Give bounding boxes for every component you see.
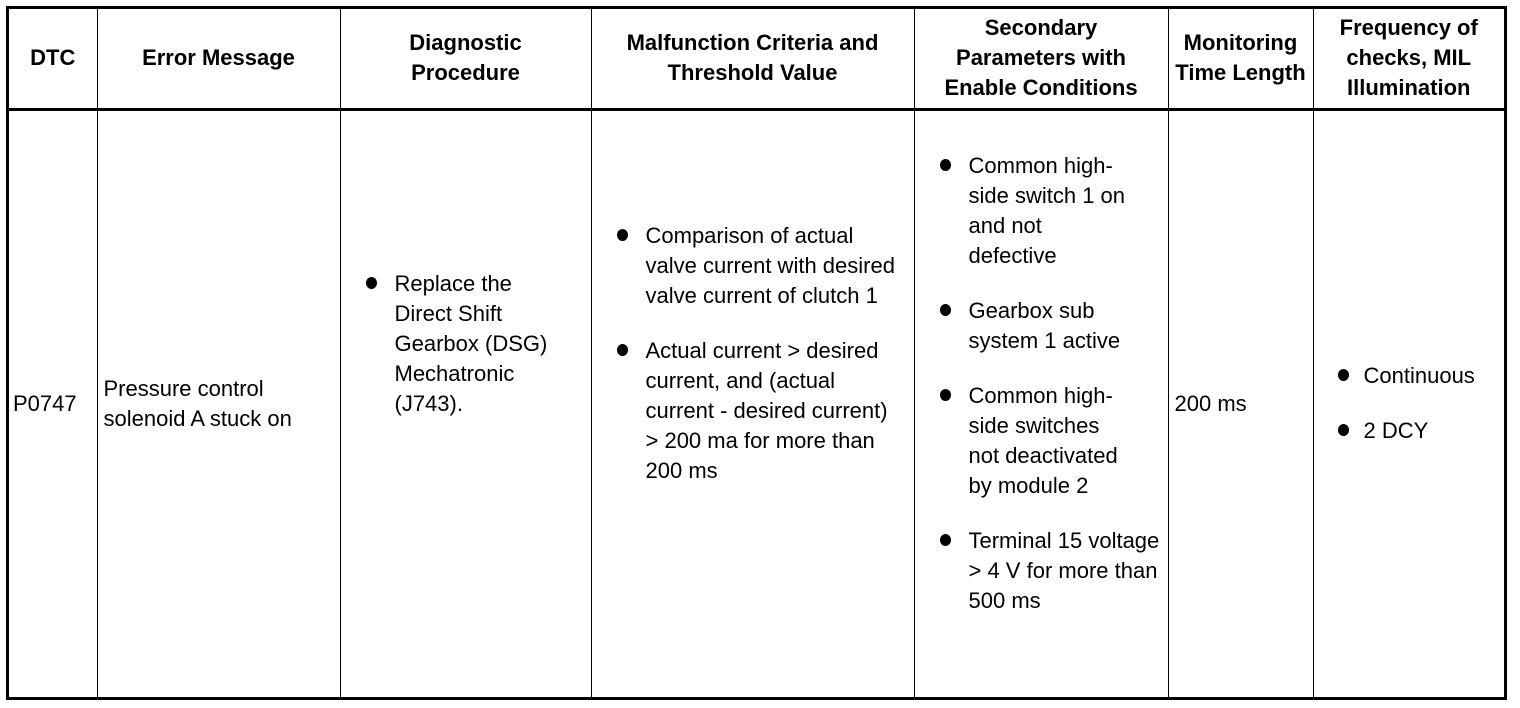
secondary-parameters-list bbox=[921, 151, 1162, 616]
diagnostic-procedure-list bbox=[347, 269, 585, 419]
cell-secondary-parameters bbox=[914, 109, 1168, 697]
header-error-message: Error Message bbox=[97, 9, 340, 109]
list-item: Common high-side switches not deactivated by module 2 bbox=[921, 381, 1162, 501]
dtc-table bbox=[9, 9, 1504, 697]
list-item: Gearbox sub system 1 active bbox=[921, 296, 1162, 356]
header-row bbox=[9, 9, 1504, 109]
malfunction-criteria-list bbox=[598, 221, 908, 486]
header-secondary-parameters: Secondary Parameters with Enable Conditions bbox=[914, 9, 1168, 109]
table-row bbox=[9, 109, 1504, 697]
header-diagnostic-procedure: Diagnostic Procedure bbox=[340, 9, 591, 109]
header-monitoring-time: Monitoring Time Length bbox=[1168, 9, 1313, 109]
header-frequency: Frequency of checks, MIL Illumination bbox=[1313, 9, 1504, 109]
list-item: Replace the Direct Shift Gearbox (DSG) Mechatronic (J743). bbox=[347, 269, 585, 419]
cell-error-message: Pressure control solenoid A stuck on bbox=[97, 109, 340, 697]
list-item: 2 DCY bbox=[1320, 416, 1499, 446]
cell-frequency bbox=[1313, 109, 1504, 697]
list-item: Terminal 15 voltage > 4 V for more than 500 ms bbox=[921, 526, 1162, 616]
header-dtc: DTC bbox=[9, 9, 97, 109]
frequency-list bbox=[1320, 361, 1499, 446]
cell-malfunction-criteria bbox=[591, 109, 914, 697]
dtc-table-container bbox=[6, 6, 1507, 700]
cell-monitoring-time: 200 ms bbox=[1168, 109, 1313, 697]
cell-dtc: P0747 bbox=[9, 109, 97, 697]
list-item: Continuous bbox=[1320, 361, 1499, 391]
cell-diagnostic-procedure bbox=[340, 109, 591, 697]
list-item: Common high-side switch 1 on and not defective bbox=[921, 151, 1162, 271]
header-malfunction-criteria: Malfunction Criteria and Threshold Value bbox=[591, 9, 914, 109]
list-item: Actual current > desired current, and (actual current - desired current) > 200 ma for more than 200 ms bbox=[598, 336, 908, 486]
list-item: Comparison of actual valve current with desired valve current of clutch 1 bbox=[598, 221, 908, 311]
